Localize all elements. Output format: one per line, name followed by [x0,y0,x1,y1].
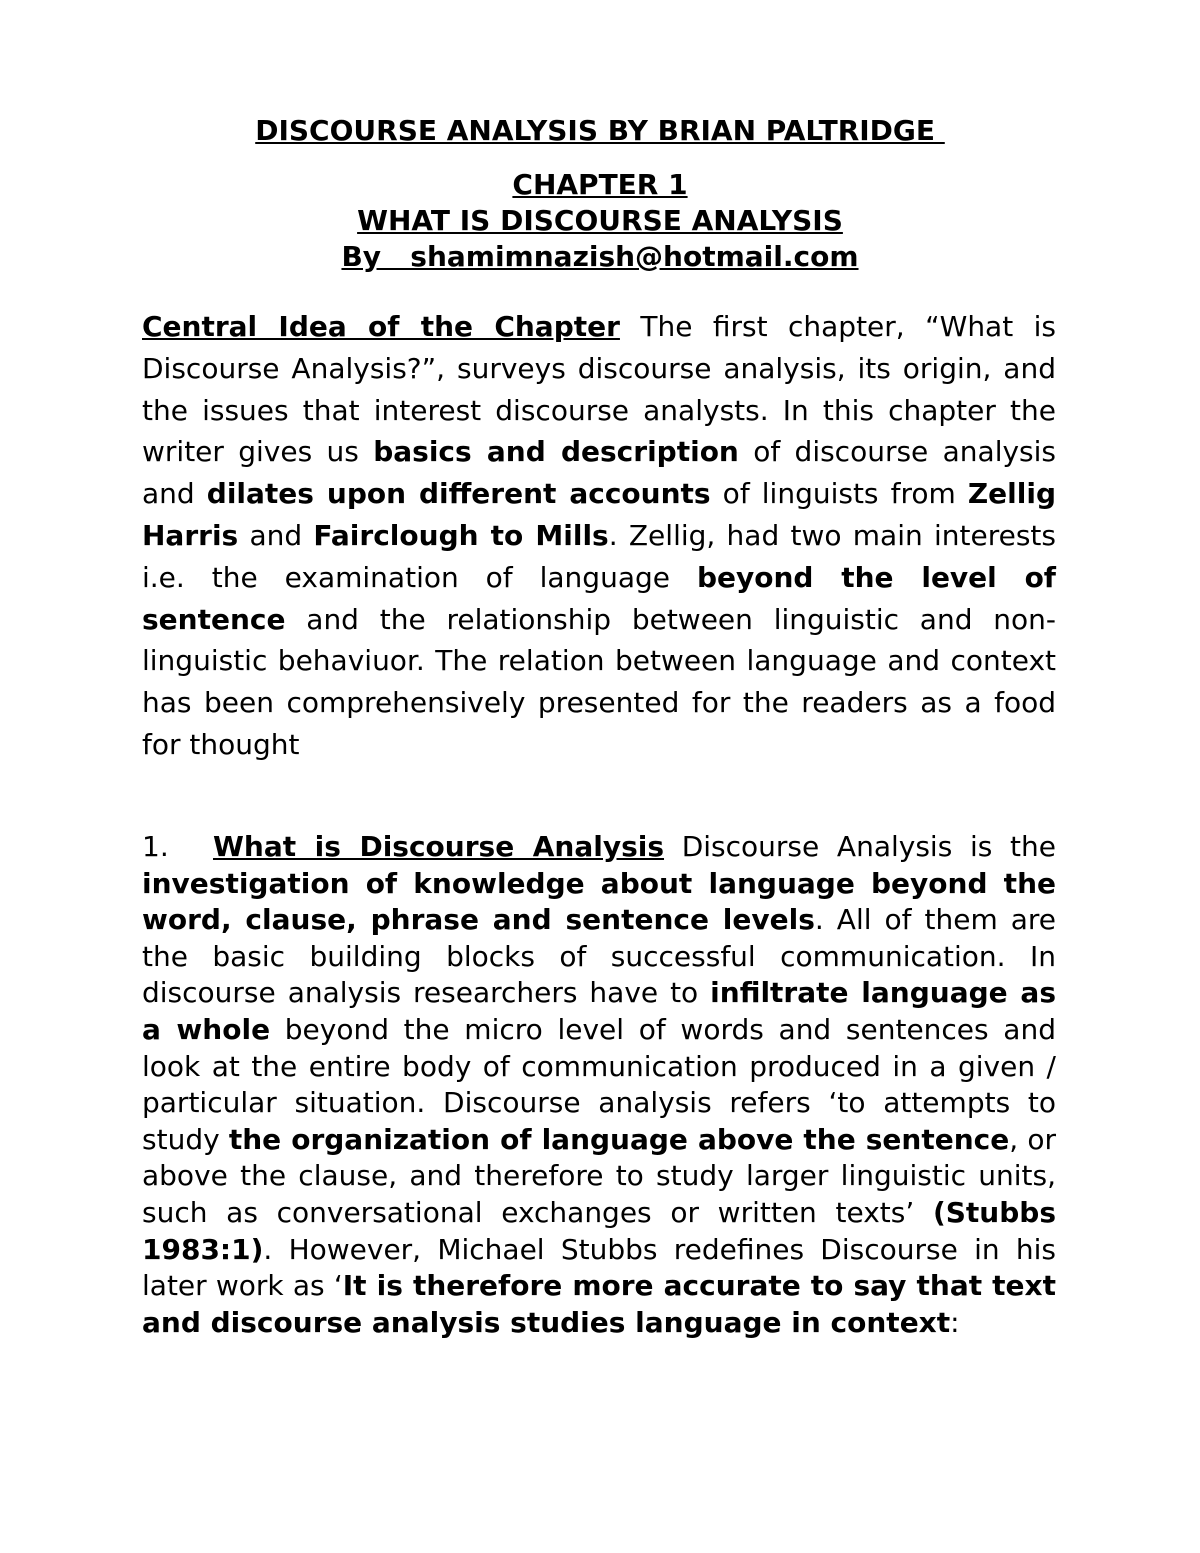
text-run: Discourse Analysis is the [664,830,1057,863]
bold-run: investigation of knowledge about language beyond the word, clause, phrase and sentence levels [142,866,1056,937]
bold-run: basics and description [373,435,739,469]
section-1-heading: What is Discourse Analysis [213,830,665,863]
bold-run: It is therefore more accurate to say that text and discourse analysis studies language in context [142,1269,1056,1339]
central-idea-paragraph [142,306,1056,766]
bold-run: dilates upon different accounts [206,477,711,511]
author-byline: By shamimnazish@hotmail.com [341,240,859,273]
section-1-paragraph [142,829,1056,1341]
bold-run: the organization of language above the sentence [228,1122,1010,1156]
text-run: of discourse analysis and [142,435,1056,511]
central-idea-heading: Central Idea of the Chapter [142,310,620,343]
text-run: beyond the micro level of words and sentences and look at the entire body of communication produced in a given / particular situation. Discourse analysis refers ‘to attempts to study [142,1012,1056,1156]
text-run: . However, Michael Stubbs redefines Discourse in his later work as ‘ [142,1232,1056,1303]
text-run: . All of them are the basic building blocks of successful communication. In discourse analysis researchers have to [142,903,1056,1010]
text-run: of linguists from [710,477,968,511]
text-run: The first chapter, “What is Discourse Analysis?”, surveys discourse analysis, its origin, and the issues that interest discourse analysts. In this chapter the writer gives us [142,310,1056,469]
document-title: DISCOURSE ANALYSIS BY BRIAN PALTRIDGE [255,114,945,147]
chapter-title: WHAT IS DISCOURSE ANALYSIS [357,204,843,237]
text-run: . Zellig, had two main interests i.e. the examination of language [142,518,1056,594]
text-run: : [950,1305,960,1339]
bold-run: (Stubbs 1983:1) [142,1195,1056,1266]
text-run: and the relationship between linguistic and non-linguistic behaviuor. The relation between language and context has been comprehensively presented for the readers as a food for thought [142,602,1056,761]
text-run: , or above the clause, and therefore to study larger linguistic units, such as conversational exchanges or written texts’ [142,1122,1056,1229]
text-run: and [238,518,314,552]
bold-run: Zellig Harris [142,477,1056,552]
bold-run: Fairclough to Mills [313,518,609,552]
bold-run: infiltrate language as a whole [142,976,1056,1046]
bold-run: beyond the level of sentence [142,560,1056,636]
chapter-number: CHAPTER 1 [512,168,688,201]
section-number: 1. [142,830,169,863]
